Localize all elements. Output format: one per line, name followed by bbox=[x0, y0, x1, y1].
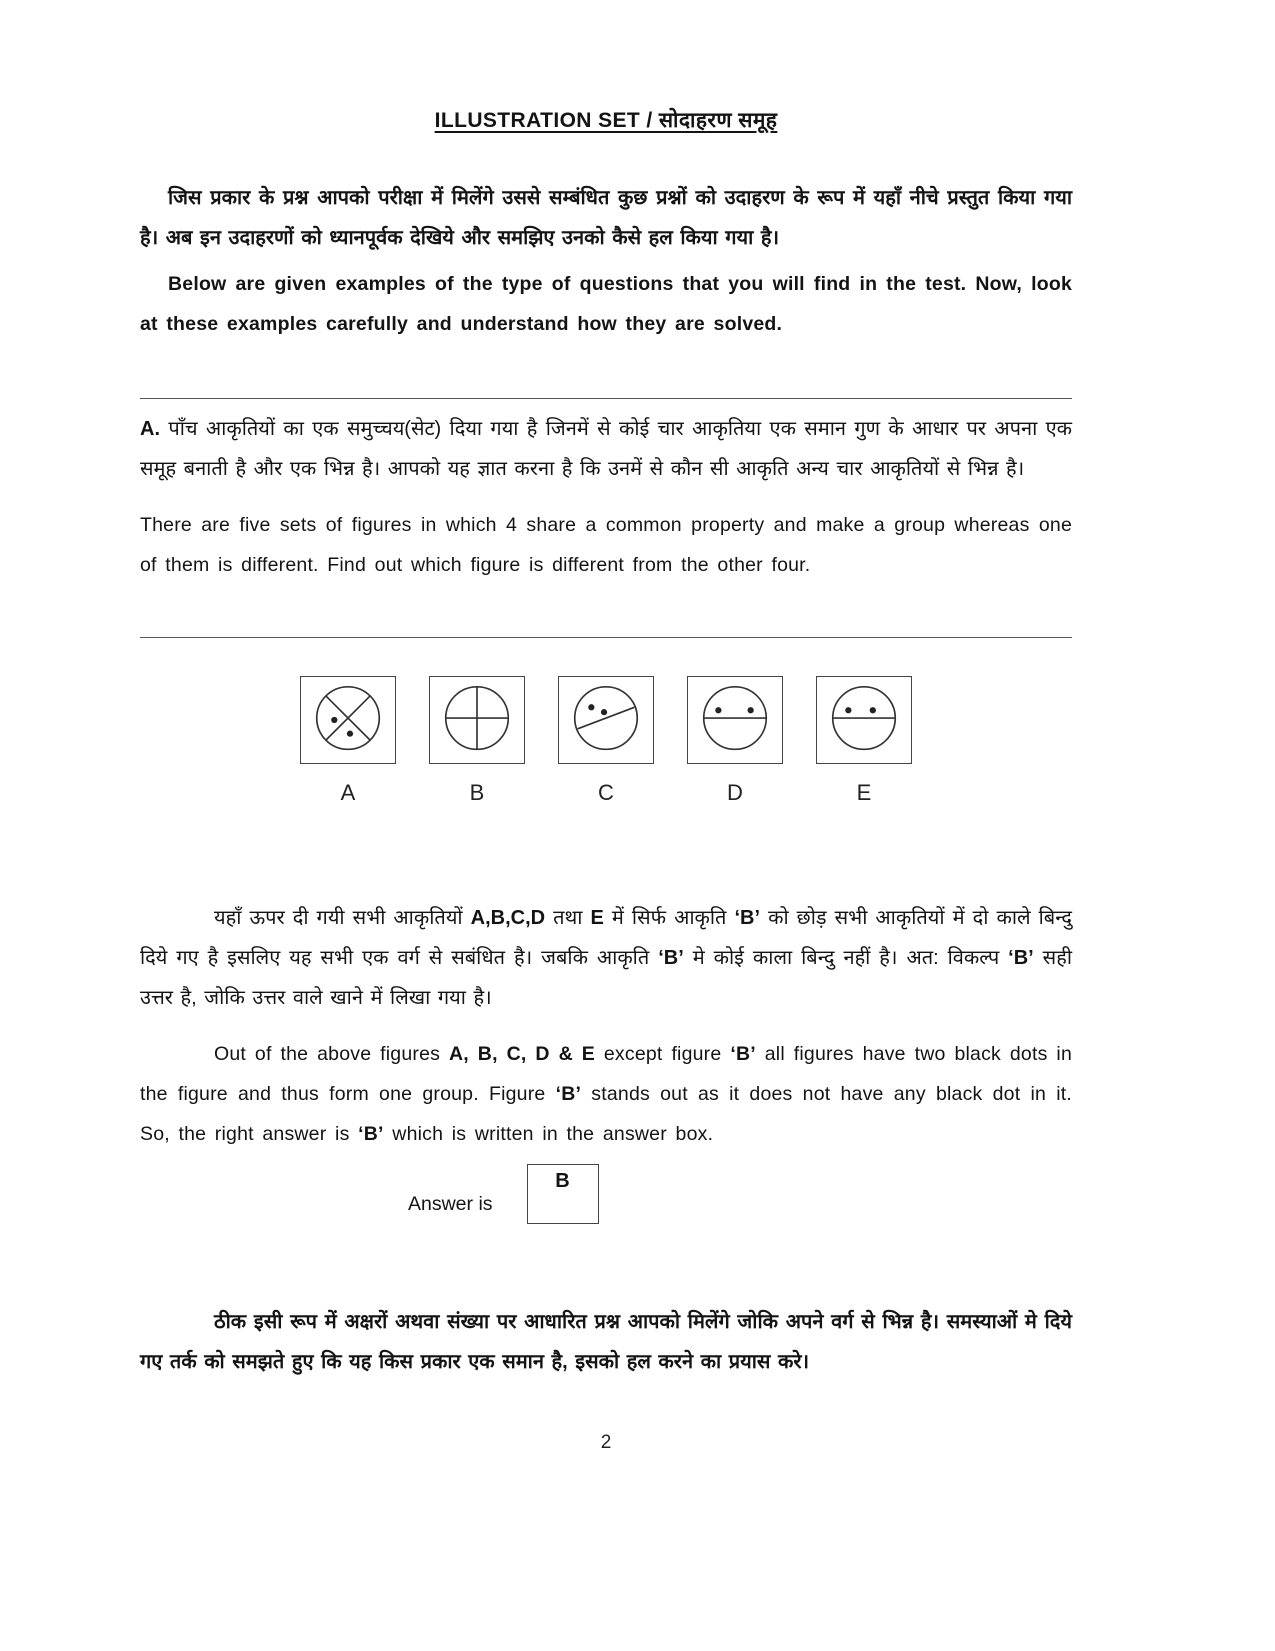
page-title: ILLUSTRATION SET / सोदाहरण समूह bbox=[434, 109, 778, 132]
figure-e-box bbox=[816, 676, 912, 764]
figure-c-label: C bbox=[598, 780, 614, 805]
divider-figures bbox=[140, 637, 1072, 638]
circle-diagonal-line-two-dots-icon bbox=[559, 677, 653, 763]
question-a-label: A. bbox=[140, 418, 160, 440]
explanation-en-bold: ‘B’ bbox=[555, 1083, 582, 1105]
explanation-hi-bold: E bbox=[590, 907, 604, 929]
closing-paragraph-hindi: ठीक इसी रूप में अक्षरों अथवा संख्या पर आधारित प्रश्न आपको मिलेंगे जोकि अपने वर्ग से भिन्न है। समस्याओं मे दिये गए तर्क को समझते हुए कि यह किस प्रकार एक समान है, इसको हल करने का प्रयास करे। bbox=[140, 1311, 1072, 1373]
explanation-en-text: Out of the above figures bbox=[214, 1043, 449, 1065]
figure-option-e bbox=[816, 676, 912, 806]
explanation-hi-bold: ‘B’ bbox=[658, 947, 684, 969]
figure-b-box bbox=[429, 676, 525, 764]
circle-diagonal-cross-two-dots-icon bbox=[301, 677, 395, 763]
explanation-hi-text: यहाँ ऊपर दी गयी सभी आकृतियों bbox=[214, 907, 471, 929]
circle-plus-cross-no-dots-icon bbox=[430, 677, 524, 763]
question-a-paragraph-hindi bbox=[140, 409, 1072, 489]
explanation-hi-text: तथा bbox=[545, 907, 591, 929]
figure-c-box bbox=[558, 676, 654, 764]
question-a-paragraph-english: There are five sets of figures in which 4 share a common property and make a group whereas one of them is different. Find out which figure is different from the other four. bbox=[140, 514, 1072, 576]
explanation-en-bold: ‘B’ bbox=[730, 1043, 756, 1065]
explanation-en-text: all figures have two black dots in the figure and thus form one group. Figure bbox=[140, 1043, 1073, 1105]
answer-box: B bbox=[527, 1164, 599, 1224]
intro-paragraph-english: Below are given examples of the type of questions that you will find in the test. Now, look at these examples carefully and understand how they are solved. bbox=[140, 273, 1072, 335]
answer-section bbox=[408, 1164, 1072, 1224]
explanation-hi-text: को छोड़ सभी आकृतियों में दो काले बिन्दु दिये गए है इसलिए यह सभी एक वर्ग से सबंधित है। जबकि आकृति bbox=[140, 907, 1072, 969]
explanation-hi-bold: ‘B’ bbox=[1008, 947, 1034, 969]
figure-a-label: A bbox=[340, 780, 356, 805]
page-number: 2 bbox=[600, 1432, 612, 1453]
figure-d-box bbox=[687, 676, 783, 764]
explanation-paragraph-english bbox=[140, 1034, 1072, 1154]
figure-option-d bbox=[687, 676, 783, 806]
explanation-hi-bold: ‘B’ bbox=[734, 907, 761, 929]
answer-caption: Answer is bbox=[408, 1193, 493, 1215]
figure-options-row bbox=[140, 676, 1072, 806]
figure-b-label: B bbox=[469, 780, 485, 805]
explanation-hi-text: में सिर्फ आकृति bbox=[603, 907, 735, 929]
explanation-en-bold: ‘B’ bbox=[358, 1123, 384, 1145]
explanation-en-text: which is written in the answer box. bbox=[383, 1123, 714, 1145]
explanation-en-text: except figure bbox=[594, 1043, 731, 1065]
explanation-hi-bold: A,B,C,D bbox=[470, 907, 546, 929]
figure-option-c bbox=[558, 676, 654, 806]
figure-d-label: D bbox=[727, 780, 743, 805]
explanation-en-text: stands out as it does not have any black dot in it. So, the right answer is bbox=[140, 1083, 1072, 1145]
circle-horizontal-line-two-dots-icon bbox=[817, 677, 911, 763]
figure-option-b bbox=[429, 676, 525, 806]
figure-option-a bbox=[300, 676, 396, 806]
explanation-hi-text: सही उत्तर है, जोकि उत्तर वाले खाने में लिखा गया है। bbox=[140, 947, 1072, 1009]
explanation-en-bold: A, B, C, D & E bbox=[448, 1043, 595, 1065]
figure-e-label: E bbox=[856, 780, 872, 805]
explanation-paragraph-hindi bbox=[140, 898, 1072, 1018]
figure-a-box bbox=[300, 676, 396, 764]
intro-paragraph-hindi: जिस प्रकार के प्रश्न आपको परीक्षा में मिलेंगे उससे सम्बंधित कुछ प्रश्नों को उदाहरण के रूप में यहाँ नीचे प्रस्तुत किया गया है। अब इन उदाहरणों को ध्यानपूर्वक देखिये और समझिए उनको कैसे हल किया गया है। bbox=[140, 187, 1072, 249]
explanation-hi-text: मे कोई काला बिन्दु नहीं है। अत: विकल्प bbox=[683, 947, 1009, 969]
divider-top bbox=[140, 398, 1072, 399]
question-a-text-hindi: पाँच आकृतियों का एक समुच्चय(सेट) दिया गया है जिनमें से कोई चार आकृतिया एक समान गुण के आधार पर अपना एक समूह बनाती है और एक भिन्न है। आपको यह ज्ञात करना है कि उनमें से कौन सी आकृति अन्य चार आकृतियों से भिन्न है। bbox=[140, 418, 1072, 480]
circle-horizontal-line-two-dots-icon bbox=[688, 677, 782, 763]
